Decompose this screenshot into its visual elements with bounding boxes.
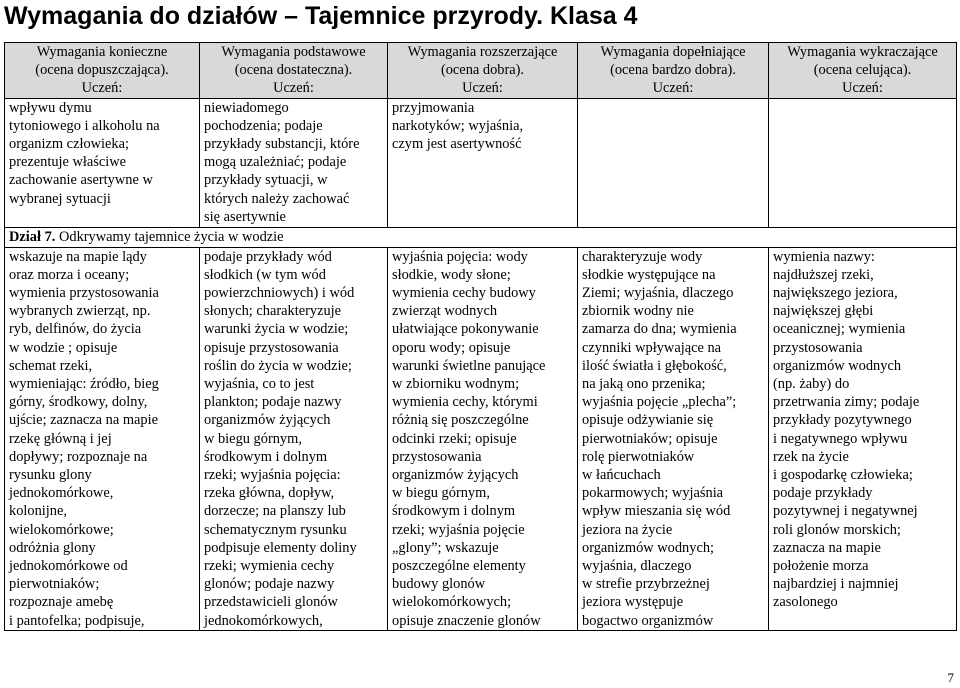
column-grade: (ocena bardzo dobra). <box>610 62 736 79</box>
header-cell <box>578 43 769 99</box>
column-name: Wymagania konieczne <box>36 44 168 60</box>
table-cell: wskazuje na mapie lądy oraz morza i oceany; wymienia przystosowania wybranych zwierząt, np. ryb, delfinów, do życia w wodzie ; opisuje schemat rzeki, wymieniając: źródło, bieg górny, środkowy, dolny, ujście; zaznacza na mapie rzekę główną i jej dopływy; rozpoznaje na rysunku glony jednokomórkowe, kolonijne, wielokomórkowe; odróżnia glony jednokomórkowe od pierwotniaków; rozpoznaje amebę i pantofelka; podpisuje, <box>5 247 200 630</box>
header-cell <box>388 43 578 99</box>
requirements-table <box>4 42 957 631</box>
column-grade: (ocena dostateczna). <box>234 62 353 79</box>
column-name: Wymagania podstawowe <box>221 44 366 60</box>
table-row <box>5 98 957 227</box>
table-cell: wymienia nazwy: najdłuższej rzeki, największego jeziora, największej głębi oceanicznej; wymienia przystosowania organizmów wodnych (np. żaby) do przetrwania zimy; podaje przykłady pozytywnego i negatywnego wpływu rzek na życie i gospodarkę człowieka; podaje przykłady pozytywnej i negatywnej roli glonów morskich; zaznacza na mapie położenie morza najbardziej i najmniej zasolonego <box>769 247 957 630</box>
column-name: Wymagania rozszerzające <box>407 44 558 60</box>
table-cell: niewiadomego pochodzenia; podaje przykłady substancji, które mogą uzależniać; podaje przykłady sytuacji, w których należy zachować się asertywnie <box>200 98 388 227</box>
section-header-row <box>5 227 957 247</box>
header-cell <box>200 43 388 99</box>
table-cell: wyjaśnia pojęcia: wody słodkie, wody słone; wymienia cechy budowy zwierząt wodnych ułatwiające pokonywanie oporu wody; opisuje warunki świetlne panujące w zbiorniku wodnym; wymienia cechy, którymi różnią się poszczególne odcinki rzeki; opisuje przystosowania organizmów żyjących w biegu górnym, środkowym i dolnym rzeki; wyjaśnia pojęcie „glony”; wskazuje poszczególne elementy budowy glonów wielokomórkowych; opisuje znaczenie glonów <box>388 247 578 630</box>
header-cell <box>5 43 200 99</box>
table-cell: charakteryzuje wody słodkie występujące na Ziemi; wyjaśnia, dlaczego zbiornik wodny nie zamarza do dna; wymienia czynniki wpływające na ilość światła i głębokość, na jaką ono przenika; wyjaśnia pojęcie „plecha”; opisuje odżywianie się pierwotniaków; opisuje rolę pierwotniaków w łańcuchach pokarmowych; wyjaśnia wpływ mieszania się wód jeziora na życie organizmów wodnych; wyjaśnia, dlaczego w strefie przybrzeżnej jeziora występuje bogactwo organizmów <box>578 247 769 630</box>
table-cell: wpływu dymu tytoniowego i alkoholu na organizm człowieka; prezentuje właściwe zachowanie asertywne w wybranej sytuacji <box>5 98 200 227</box>
column-student: Uczeń: <box>462 80 503 97</box>
table-cell <box>769 98 957 227</box>
page-title: Wymagania do działów – Tajemnice przyrody. Klasa 4 <box>4 2 638 30</box>
column-student: Uczeń: <box>81 80 123 97</box>
column-grade: (ocena dobra). <box>440 62 525 79</box>
column-student: Uczeń: <box>273 80 314 97</box>
page-number: 7 <box>947 670 954 685</box>
column-name: Wymagania wykraczające <box>787 44 938 60</box>
column-grade: (ocena dopuszczająca). <box>35 62 169 79</box>
table-cell: przyjmowania narkotyków; wyjaśnia, czym jest asertywność <box>388 98 578 227</box>
column-name: Wymagania dopełniające <box>600 44 746 60</box>
column-student: Uczeń: <box>652 80 694 97</box>
header-row <box>5 43 957 99</box>
section-header <box>5 227 957 247</box>
header-cell <box>769 43 957 99</box>
table-row <box>5 247 957 630</box>
table-cell <box>578 98 769 227</box>
column-student: Uczeń: <box>842 80 883 97</box>
section-label: Dział 7. <box>9 228 56 245</box>
column-grade: (ocena celująca). <box>813 62 912 79</box>
table-cell: podaje przykłady wód słodkich (w tym wód powierzchniowych) i wód słonych; charakteryzuje warunki życia w wodzie; opisuje przystosowania roślin do życia w wodzie; wyjaśnia, co to jest plankton; podaje nazwy organizmów żyjących w biegu górnym, środkowym i dolnym rzeki; wyjaśnia pojęcia: rzeka główna, dopływ, dorzecze; na planszy lub schematycznym rysunku podpisuje elementy doliny rzeki; wymienia cechy glonów; podaje nazwy przedstawicieli glonów jednokomórkowych, <box>200 247 388 630</box>
section-title: Odkrywamy tajemnice życia w wodzie <box>58 228 284 245</box>
